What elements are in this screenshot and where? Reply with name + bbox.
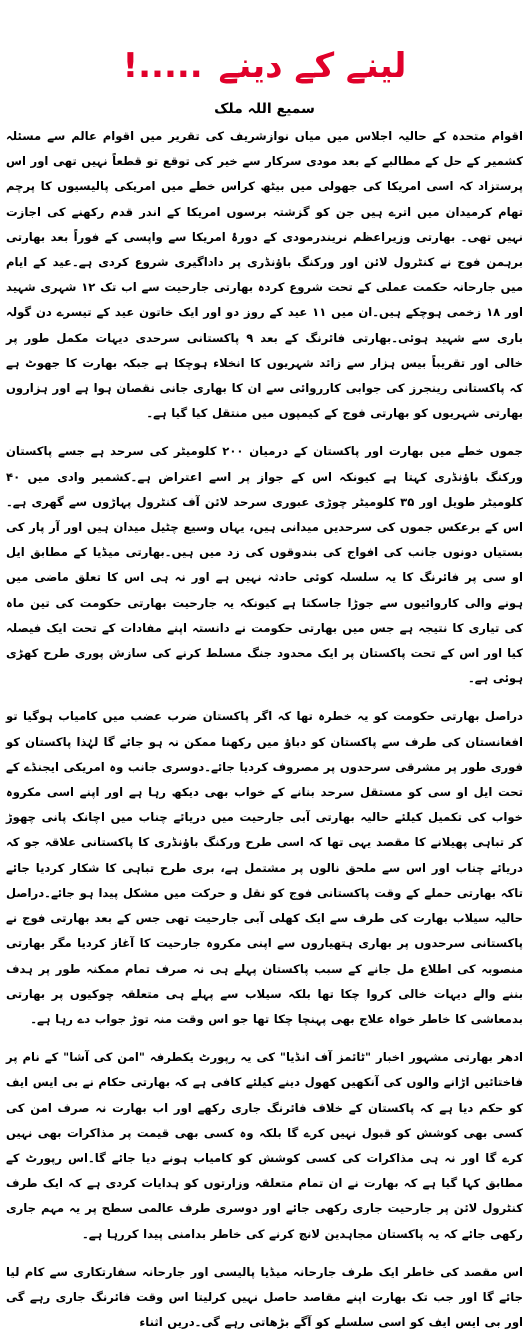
paragraph-1: اقوام متحدہ کے حالیہ اجلاس میں میاں نوازشریف کی تقریر میں اقوام عالم سے مسئلہ کشمیر کے حل کے مطالبے کے بعد مودی سرکار سے خیر کی توقع تو قطعاً نہیں تھی اور اس پرستزاد کہ اسی امریکا کی جھولی میں بیٹھ کراس خطے میں امریکی پالیسیوں کا پرچم تھام کرمیدان میں اترے ہیں جن کو گزشتہ برسوں امریکا کے اندر قدم رکھنے کی اجازت نہیں تھی۔ بھارتی وزیراعظم نریندرمودی کے دورۂ امریکا سے واپسی کے فوراً بعد بھارتی برہمن فوج نے کنٹرول لائن اور ورکنگ باؤنڈری پر داداگیری شروع کردی ہے۔عید کے ایام میں جارحانہ حکمت عملی کے تحت شروع کردہ بھارتی جارحیت سے اب تک ۱۲ شہری شہید اور ۱۸ زخمی ہوچکے ہیں۔ان میں ۱۱ عید کے روز دو اور ایک خاتون عید کے تیسرے دن گولہ باری سے شہید ہوئی۔بھارتی فائرنگ کے بعد ۹ پاکستانی سرحدی دیہات مکمل طور پر خالی اور تقریباً بیس ہزار سے زائد شہریوں کا انخلاء ہوچکا ہے جبکہ بھارت کا جھوٹ ہے کہ پاکستانی رینجرز کی جوابی کارروائی سے ان کا بھاری جانی نقصان ہوا ہے اور ہزاروں بھارتی شہریوں کو بھارتی فوج کے کیمپوں میں منتقل کیا گیا ہے۔ — [6, 129, 524, 421]
author-name: سمیع اللہ ملک — [214, 101, 315, 117]
paragraph-2: جموں خطے میں بھارت اور پاکستان کے درمیان ۲۰۰ کلومیٹر کی سرحد ہے جسے پاکستان ورکنگ باؤنڈری کہتا ہے کیونکہ اس کے جواز پر اسے اعتراض ہے۔کشمیر وادی میں ۴۰ کلومیٹر طویل اور ۳۵ کلومیٹر چوڑی عبوری سرحد لائن آف کنٹرول پہاڑوں سے گھری ہے۔اس کے برعکس جموں کی سرحدیں میدانی ہیں، یہاں وسیع چٹیل میدان ہیں اور آر پار کی بستیاں دونوں جانب کی افواج کی بندوقوں کی زد میں ہیں۔بھارتی میڈیا کے مطابق ایل او سی پر فائرنگ کا یہ سلسلہ کوئی حادثہ نہیں ہے اور نہ ہی اس کا تعلق ماضی میں ہونے والی کاروائیوں سے جوڑا جاسکتا ہے کیونکہ یہ جارحیت بھارتی حکومت کی تین ماہ کی تیاری کا نتیجہ ہے جس میں بھارتی حکومت نے دانستہ اپنے مفادات کے تحت ایک فیصلہ کیا اور اس کے تحت پاکستان پر ایک محدود جنگ مسلط کرنے کی سازش پوری طرح کھڑی ہوئی ہے۔ — [6, 444, 523, 686]
article-body — [6, 124, 523, 1335]
article-title — [6, 44, 523, 90]
title-text: لینے کے دینے — [218, 46, 407, 86]
title-ellipsis: .....! — [122, 46, 203, 86]
paragraph-5: اس مقصد کی خاطر ایک طرف جارحانہ میڈیا پالیسی اور جارحانہ سفارتکاری سے کام لیا جائے گا اور جب تک بھارت اپنے مقاصد حاصل نہیں کرلیتا اس وقت فائرنگ جاری رہے گی اور بی ایس ایف کو اسی سلسلے کو آگے بڑھاتی رہے گی۔دریں اثناء — [6, 1264, 523, 1330]
paragraph-3: دراصل بھارتی حکومت کو یہ خطرہ تھا کہ اگر پاکستان ضرب عضب میں کامیاب ہوگیا تو افغانستان کی طرف سے پاکستان کو دباؤ میں رکھنا ممکن نہ ہو جائے گا لہٰذا پاکستان کو فوری طور پر مشرقی سرحدوں پر مصروف کردیا جائے۔دوسری جانب وہ امریکی ایجنڈے کے تحت ایل او سی کو مستقل سرحد بنانے کے خواب بھی دیکھ رہا ہے اور اپنے اسی مکروہ خواب کی تکمیل کیلئے حالیہ بھارتی آبی جارحیت میں دریائے چناب میں اچانک پانی چھوڑ کر تباہی پھیلانے کا مقصد یہی تھا کہ اسی طرح ورکنگ باؤنڈری کا پاکستانی علاقہ جو کہ دریائے چناب اور اس سے ملحق نالوں پر مشتمل ہے، بری طرح تباہی کا شکار کردیا جائے تاکہ بھارتی حملے کے وقت پاکستانی فوج کو نقل و حرکت میں مشکل پیدا ہو جائے۔دراصل حالیہ سیلاب بھارت کی طرف سے ایک کھلی آبی جارحیت تھی جس کے بعد بھارتی فوج نے پاکستانی سرحدوں پر بھاری ہتھیاروں سے اپنی مکروہ جارحیت کا آغاز کردیا مگر بھارتی منصوبہ کی اطلاع مل جانے کے سبب پاکستان پہلے ہی نہ صرف تمام ممکنہ طور پر ہدف بننے والے دیہات خالی کروا چکا تھا بلکہ سیلاب سے پہلے ہی متعلقہ چوکیوں پر بھارتی بدمعاشی کا خاطر خواہ علاج بھی پہنچا چکا تھا جو اس وقت منہ توڑ جواب دے رہا ہے۔ — [6, 709, 523, 1026]
paragraph-4: ادھر بھارتی مشہور اخبار "ٹائمز آف انڈیا" کی یہ رپورٹ یکطرفہ "امن کی آشا" کے نام پر فاختائیں اڑانے والوں کی آنکھیں کھول دینے کیلئے کافی ہے کہ بھارتی حکام نے بی ایس ایف کو حکم دیا ہے کہ پاکستان کے خلاف فائرنگ جاری رکھے اور اب بھارت نہ صرف امن کی کسی بھی کوشش کو قبول نہیں کرے گا بلکہ وہ کسی بھی قیمت پر مذاکرات بھی نہیں کرے گا اور نہ ہی مذاکرات کی کسی کوشش کو کامیاب ہونے دیا جائے گا۔اس رپورٹ کے مطابق کہا گیا ہے کہ بھارت نے ان تمام متعلقہ وزارتوں کو ہدایات کردی ہے کہ ایک طرف کنٹرول لائن پر جارحیت جاری رکھی جائے اور دوسری طرف عالمی سطح پر یہ مہم جاری رکھی جائے کہ یہ پاکستان مجاہدین لانچ کرنے کی خاطر بدامنی پیدا کررہا ہے۔ — [6, 1050, 523, 1241]
